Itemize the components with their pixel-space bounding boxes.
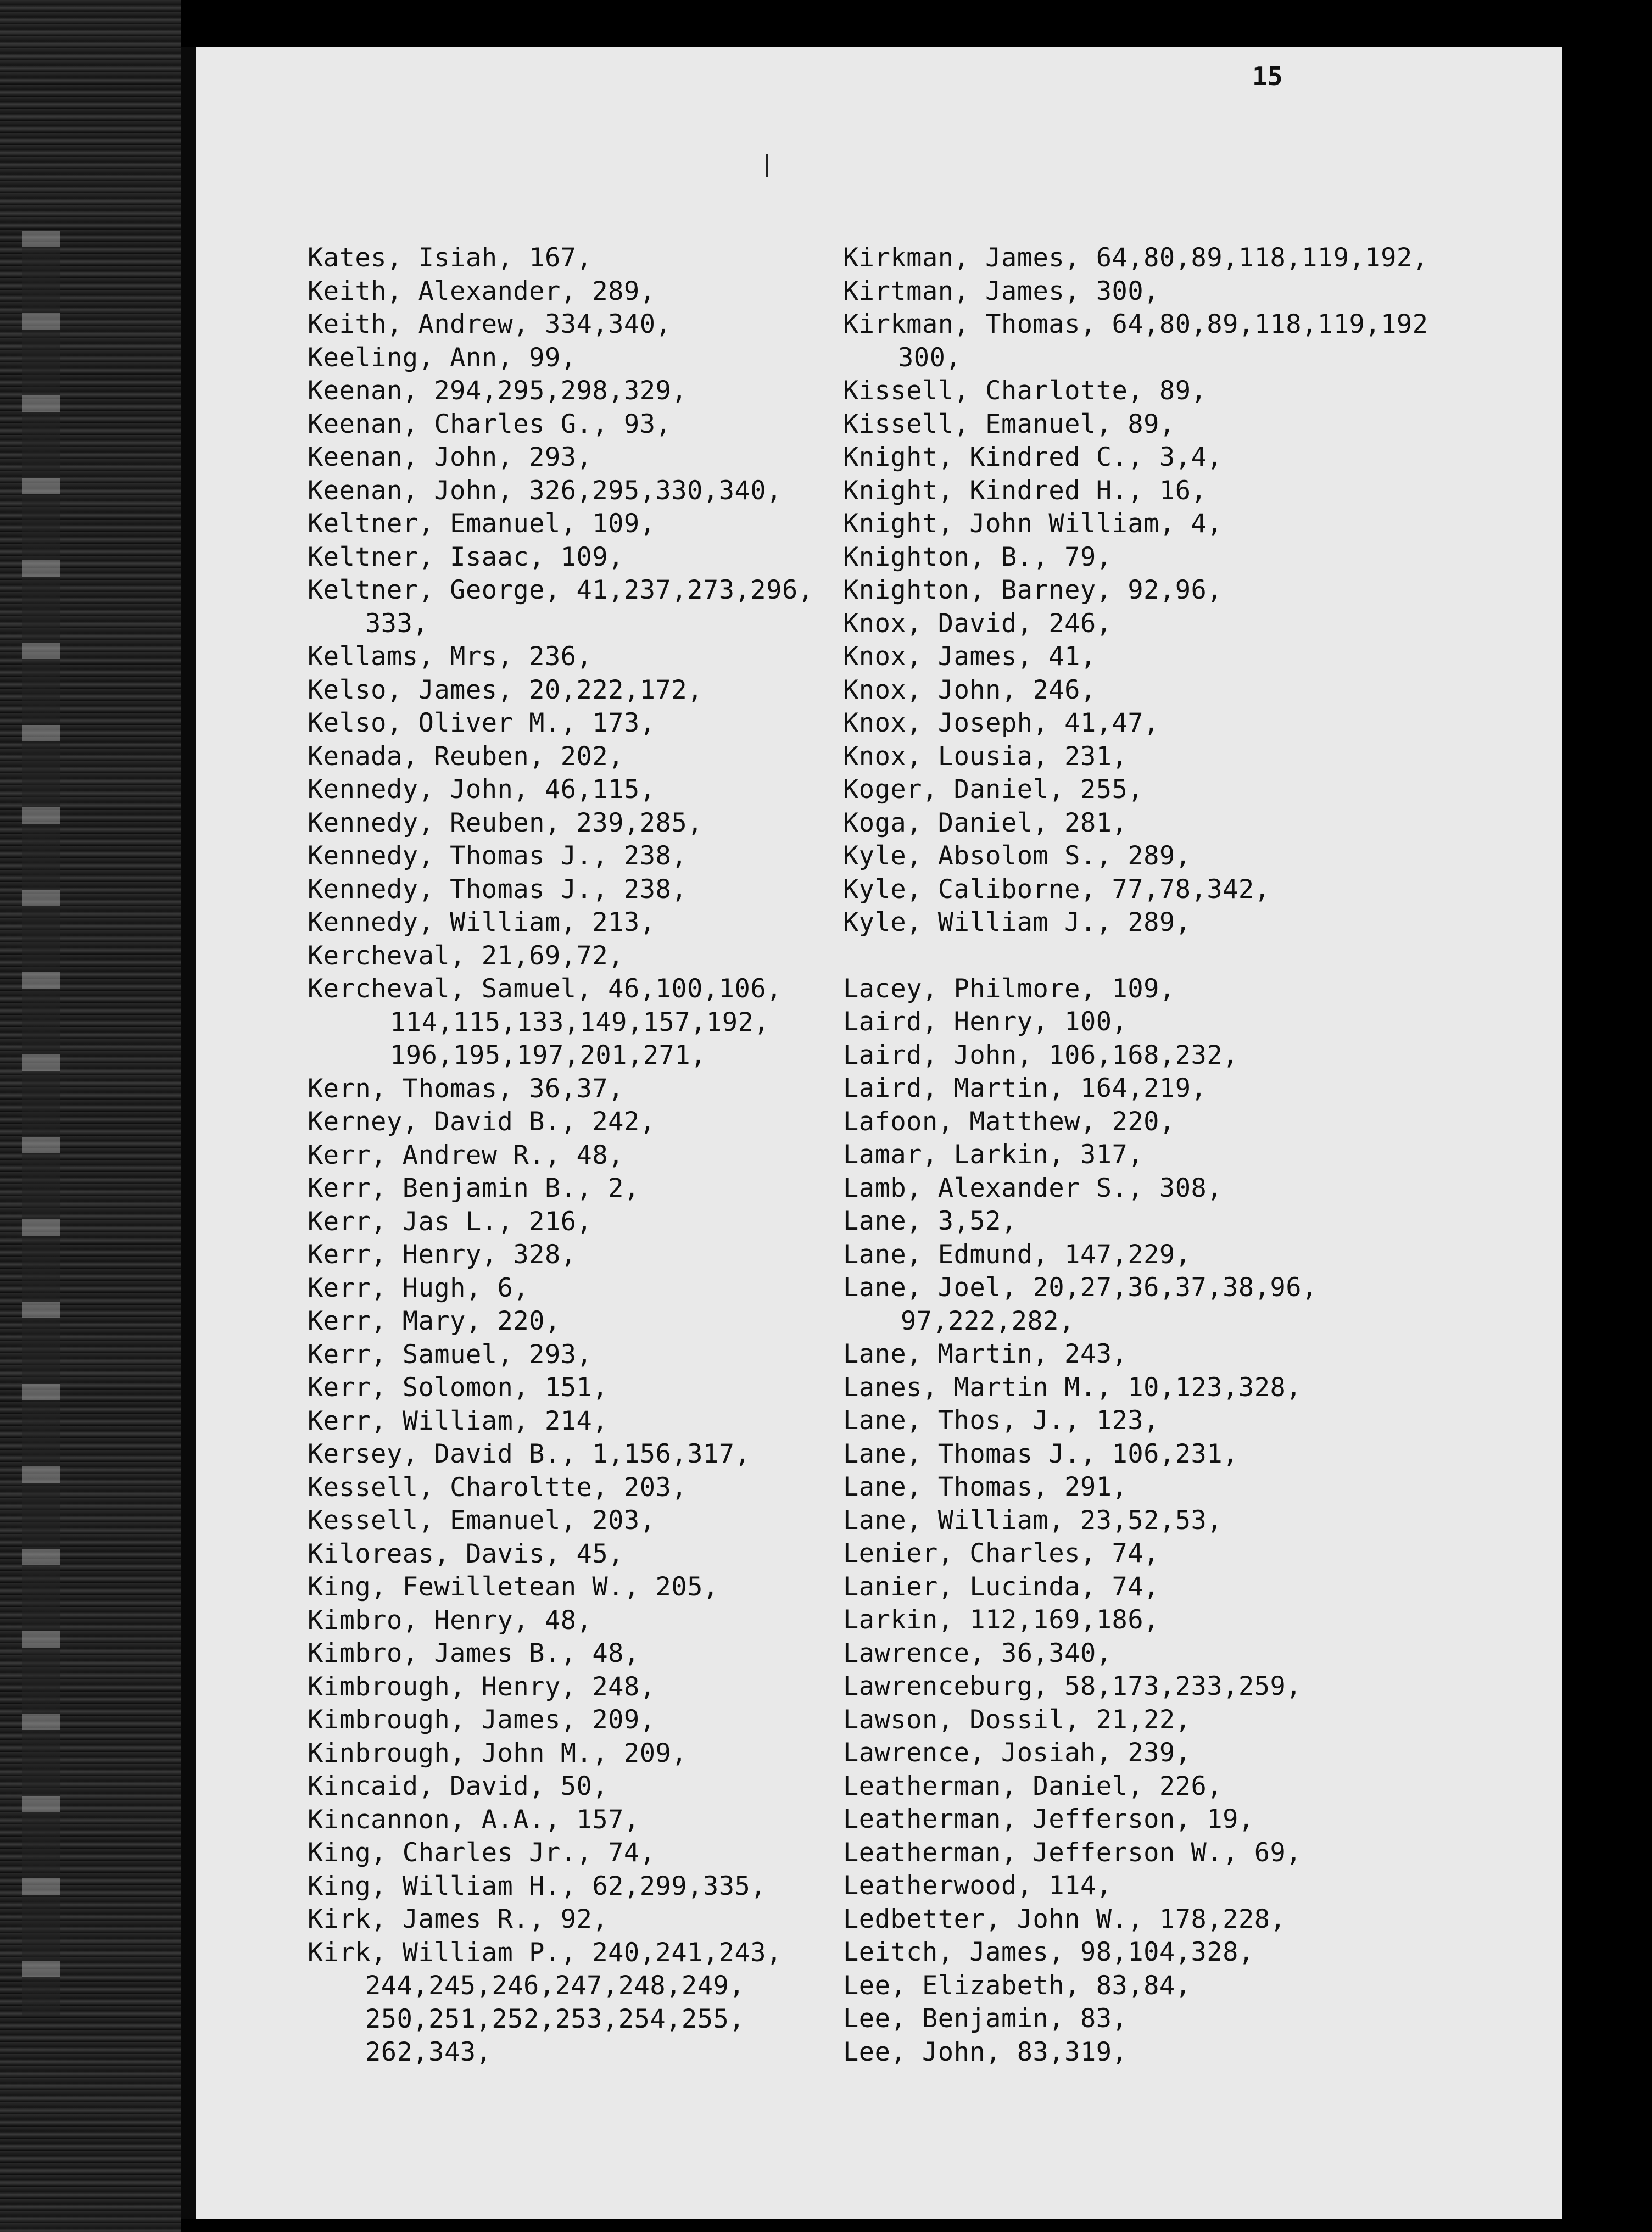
index-entry: Lacey, Philmore, 109, — [843, 973, 1175, 1004]
index-entry-continuation: 333, — [365, 608, 429, 639]
index-entry: Kercheval, Samuel, 46,100,106, — [308, 974, 782, 1004]
index-entry: Lamb, Alexander S., 308, — [843, 1173, 1223, 1203]
index-entry: Lane, Thomas, 291, — [843, 1472, 1128, 1502]
index-entry: Knight, Kindred C., 3,4, — [843, 442, 1223, 472]
index-entry: Kerr, Henry, 328, — [308, 1240, 577, 1270]
index-entry: Kimbro, James B., 48, — [308, 1638, 640, 1669]
index-entry: Leatherwood, 114, — [843, 1871, 1112, 1901]
binding-strip — [22, 231, 60, 2016]
index-entry: Lee, Elizabeth, 83,84, — [843, 1970, 1191, 2001]
index-entry: Kirk, James R., 92, — [308, 1904, 609, 1934]
index-entry: Lane, Edmund, 147,229, — [843, 1239, 1191, 1270]
index-entry: Kennedy, Thomas J., 238, — [308, 874, 688, 905]
index-entry: Kerr, Solomon, 151, — [308, 1372, 609, 1403]
index-entry: Lenier, Charles, 74, — [843, 1538, 1159, 1569]
index-entry: Kessell, Emanuel, 203, — [308, 1505, 656, 1536]
index-entry: Lane, Joel, 20,27,36,37,38,96, — [843, 1273, 1318, 1303]
index-entry: Kinbrough, John M., 209, — [308, 1738, 688, 1768]
index-entry: Kimbro, Henry, 48, — [308, 1605, 593, 1636]
index-entry: King, William H., 62,299,335, — [308, 1871, 767, 1901]
index-entry: Kirkman, Thomas, 64,80,89,118,119,192 — [843, 309, 1428, 339]
index-entry: Keeling, Ann, 99, — [308, 342, 577, 373]
index-entry: Kyle, Caliborne, 77,78,342, — [843, 874, 1270, 905]
index-entry-continuation: 97,222,282, — [901, 1305, 1075, 1336]
index-entry: Kern, Thomas, 36,37, — [308, 1073, 624, 1104]
index-entry: Kenada, Reuben, 202, — [308, 741, 624, 772]
index-entry: Lee, John, 83,319, — [843, 2036, 1128, 2067]
index-entry: Kates, Isiah, 167, — [308, 243, 593, 273]
index-entry: Kerney, David B., 242, — [308, 1107, 656, 1137]
index-entry: Kissell, Charlotte, 89, — [843, 376, 1207, 406]
index-entry: Kerr, Hugh, 6, — [308, 1273, 529, 1303]
index-entry: Lawrence, 36,340, — [843, 1638, 1112, 1669]
index-entry-continuation: 250,251,252,253,254,255, — [365, 2004, 745, 2034]
index-entry: Leatherman, Daniel, 226, — [843, 1771, 1223, 1801]
index-entry: Lawrence, Josiah, 239, — [843, 1738, 1191, 1768]
index-entry: Kissell, Emanuel, 89, — [843, 409, 1175, 439]
index-entry: Kennedy, Reuben, 239,285, — [308, 807, 703, 838]
index-entry: Lamar, Larkin, 317, — [843, 1140, 1144, 1170]
index-entry: Lee, Benjamin, 83, — [843, 2004, 1128, 2034]
section-gap — [843, 940, 1403, 973]
index-entry: Kyle, William J., 289, — [843, 907, 1191, 938]
index-entry: Kirtman, James, 300, — [843, 276, 1159, 306]
index-entry: Lane, William, 23,52,53, — [843, 1505, 1223, 1536]
index-entry: Laird, John, 106,168,232, — [843, 1040, 1238, 1070]
index-entry: Laird, Henry, 100, — [843, 1007, 1128, 1037]
index-entry: Kersey, David B., 1,156,317, — [308, 1439, 751, 1469]
index-entry: Kennedy, Thomas J., 238, — [308, 841, 688, 871]
index-entry: Knighton, B., 79, — [843, 542, 1112, 572]
index-column-left — [308, 242, 868, 2069]
index-entry: Leatherman, Jefferson W., 69, — [843, 1837, 1302, 1868]
margin-mark — [766, 154, 768, 177]
index-entry: Kyle, Absolom S., 289, — [843, 841, 1191, 871]
index-entry: Ledbetter, John W., 178,228, — [843, 1904, 1286, 1934]
index-entry: Kennedy, John, 46,115, — [308, 774, 656, 805]
index-entry: Leatherman, Jefferson, 19, — [843, 1804, 1254, 1834]
index-entry: Lane, 3,52, — [843, 1206, 1017, 1236]
index-entry: Kelso, Oliver M., 173, — [308, 708, 656, 738]
index-entry: Kirk, William P., 240,241,243, — [308, 1937, 782, 1968]
index-entry: Knighton, Barney, 92,96, — [843, 575, 1223, 605]
index-entry: Kellams, Mrs, 236, — [308, 641, 593, 672]
index-entry: Keltner, George, 41,237,273,296, — [308, 575, 814, 605]
index-entry: Koga, Daniel, 281, — [843, 807, 1128, 838]
index-entry: Knox, Lousia, 231, — [843, 741, 1128, 772]
index-entry: Knight, Kindred H., 16, — [843, 475, 1207, 506]
index-entry: Kincannon, A.A., 157, — [308, 1804, 640, 1835]
index-entry: Lane, Thomas J., 106,231, — [843, 1438, 1238, 1469]
index-entry-continuation: 114,115,133,149,157,192, — [390, 1007, 770, 1037]
index-entry: Kincaid, David, 50, — [308, 1771, 609, 1801]
index-entry: Kerr, Mary, 220, — [308, 1306, 561, 1336]
index-entry: Kercheval, 21,69,72, — [308, 940, 624, 971]
index-entry: Keenan, John, 326,295,330,340, — [308, 475, 782, 506]
index-entry-continuation: 196,195,197,201,271, — [390, 1040, 706, 1070]
index-entry: Knight, John William, 4, — [843, 509, 1223, 539]
index-entry: Keltner, Emanuel, 109, — [308, 509, 656, 539]
index-entry: Knox, John, 246, — [843, 674, 1096, 705]
index-entry: Lanes, Martin M., 10,123,328, — [843, 1372, 1302, 1403]
index-entry: Keenan, John, 293, — [308, 442, 593, 472]
index-entry: Lanier, Lucinda, 74, — [843, 1571, 1159, 1602]
index-entry: Kerr, Andrew R., 48, — [308, 1140, 624, 1170]
index-entry: Keenan, Charles G., 93, — [308, 409, 672, 439]
index-entry: Kerr, Jas L., 216, — [308, 1206, 593, 1237]
index-entry: Larkin, 112,169,186, — [843, 1605, 1159, 1635]
index-entry: Lafoon, Matthew, 220, — [843, 1106, 1175, 1137]
index-entry: Keltner, Isaac, 109, — [308, 542, 624, 572]
page-number: 15 — [1252, 62, 1283, 91]
index-entry-continuation: 244,245,246,247,248,249, — [365, 1971, 745, 2001]
index-entry: Kerr, Samuel, 293, — [308, 1339, 593, 1370]
index-entry: Laird, Martin, 164,219, — [843, 1073, 1207, 1103]
index-entry: Lawson, Dossil, 21,22, — [843, 1704, 1191, 1735]
index-entry: Kessell, Charoltte, 203, — [308, 1472, 688, 1503]
index-entry: King, Fewilletean W., 205, — [308, 1572, 719, 1602]
index-entry: King, Charles Jr., 74, — [308, 1838, 656, 1868]
index-entry: Keith, Alexander, 289, — [308, 276, 656, 306]
index-entry: Knox, James, 41, — [843, 641, 1096, 672]
index-entry-continuation: 300, — [898, 342, 962, 373]
index-entry: Lane, Thos, J., 123, — [843, 1405, 1159, 1436]
index-entry: Kirkman, James, 64,80,89,118,119,192, — [843, 243, 1428, 273]
index-entry: Kelso, James, 20,222,172, — [308, 674, 703, 705]
index-entry: Kimbrough, James, 209, — [308, 1705, 656, 1735]
index-entry: Lane, Martin, 243, — [843, 1339, 1128, 1369]
index-column-right — [843, 242, 1428, 2069]
index-entry: Kerr, Benjamin B., 2, — [308, 1173, 640, 1203]
index-entry: Knox, David, 246, — [843, 608, 1112, 639]
index-entry: Kiloreas, Davis, 45, — [308, 1538, 624, 1569]
index-entry: Leitch, James, 98,104,328, — [843, 1937, 1254, 1967]
index-entry: Kerr, William, 214, — [308, 1405, 609, 1436]
index-entry-continuation: 262,343, — [365, 2037, 492, 2067]
index-entry: Keenan, 294,295,298,329, — [308, 376, 688, 406]
index-entry: Kennedy, William, 213, — [308, 907, 656, 938]
index-entry: Lawrenceburg, 58,173,233,259, — [843, 1671, 1302, 1701]
index-entry: Koger, Daniel, 255, — [843, 774, 1144, 805]
index-entry: Knox, Joseph, 41,47, — [843, 708, 1159, 738]
index-entry: Kimbrough, Henry, 248, — [308, 1671, 656, 1702]
index-entry: Keith, Andrew, 334,340, — [308, 309, 672, 339]
